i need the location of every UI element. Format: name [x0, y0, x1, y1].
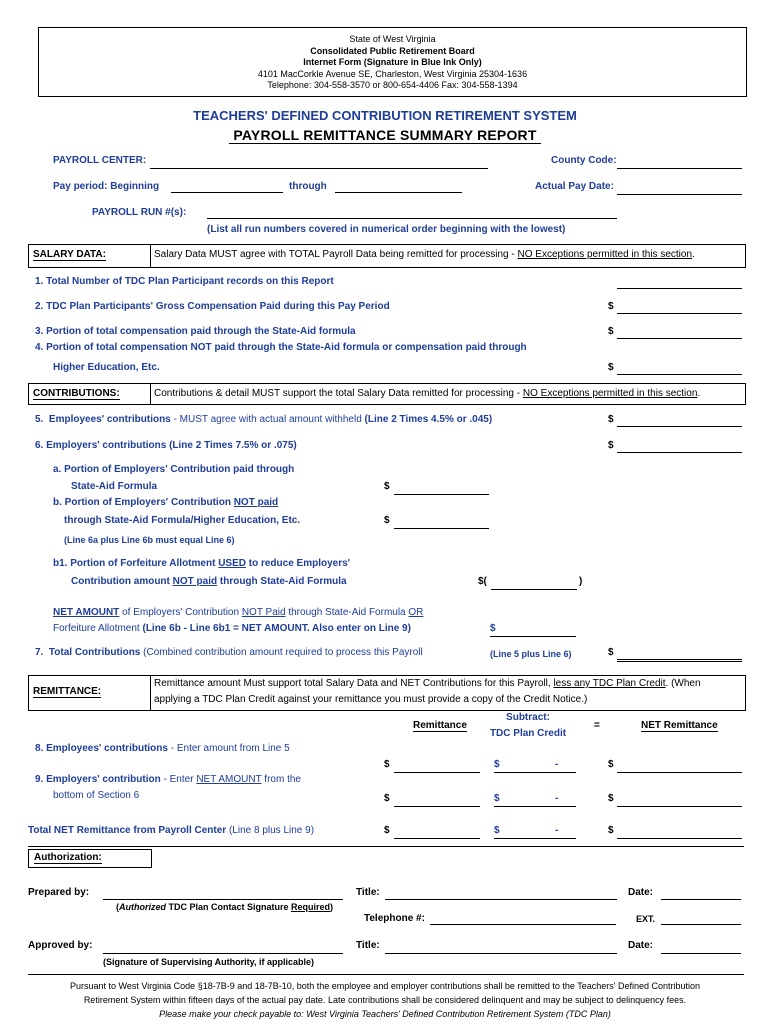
- report-title-text: PAYROLL REMITTANCE SUMMARY REPORT: [229, 127, 540, 144]
- pay-period-begin-field[interactable]: [171, 192, 283, 193]
- prepared-title-field[interactable]: [385, 899, 617, 900]
- payroll-run-note: (List all run numbers covered in numerical order beginning with the lowest): [207, 224, 566, 235]
- payroll-run-field[interactable]: [207, 218, 617, 219]
- line-8-dash: -: [555, 759, 559, 770]
- total-dollar-2: $: [494, 825, 500, 836]
- salary-data-note: [154, 249, 695, 260]
- line-9-c: NET AMOUNT: [196, 774, 262, 785]
- prepared-by-label: Prepared by:: [28, 887, 90, 898]
- pay-period-through-label: through: [289, 181, 327, 192]
- line-7-label: [35, 647, 423, 658]
- footer-line-2: Retirement System within fifteen days of the actual pay date. Late contributions shall be considered delinquent and may be subject to delinquency fees.: [83, 995, 687, 1005]
- line-6-field[interactable]: [617, 452, 742, 453]
- line-8-credit-field[interactable]: [494, 772, 576, 773]
- system-title: TEACHERS' DEFINED CONTRIBUTION RETIREMENT SYSTEM: [193, 108, 577, 123]
- line-6-note: (Line 6a plus Line 6b must equal Line 6): [64, 535, 235, 545]
- line-b1-paren-open: $(: [478, 576, 487, 587]
- b1-2b: NOT paid: [172, 576, 218, 587]
- line-9-label-cont: bottom of Section 6: [53, 790, 140, 801]
- total-net-field[interactable]: [617, 838, 742, 839]
- line-3-label: 3. Portion of total compensation paid through the State-Aid formula: [35, 326, 356, 337]
- line-6b-a: b. Portion of Employers' Contribution: [53, 497, 234, 508]
- prepared-by-field[interactable]: [103, 899, 343, 900]
- prepared-date-label: Date:: [628, 887, 654, 898]
- col-net-remittance: NET Remittance: [641, 720, 718, 731]
- county-code-label: County Code:: [551, 155, 617, 166]
- line-b1-field[interactable]: [491, 589, 577, 590]
- line-8-label: [35, 743, 290, 754]
- prepared-title-label: Title:: [356, 887, 380, 898]
- line-2-label: 2. TDC Plan Participants' Gross Compensation Paid during this Pay Period: [35, 301, 390, 312]
- b1-2a: Contribution amount: [71, 576, 173, 587]
- line-6b-label: [53, 497, 278, 508]
- line-4-label-cont: Higher Education, Etc.: [53, 362, 160, 373]
- line-2-field[interactable]: [617, 313, 742, 314]
- line-5-c: (Line 2 Times 4.5% or .045): [364, 414, 493, 425]
- line-6b-field[interactable]: [394, 528, 489, 529]
- total-a: Total NET Remittance from Payroll Center: [28, 825, 227, 836]
- remittance-label: REMITTANCE:: [33, 686, 102, 697]
- line-4-field[interactable]: [617, 374, 742, 375]
- total-dash: -: [555, 825, 559, 836]
- prep-note-b: Authorized: [119, 902, 166, 912]
- line-2-dollar: $: [608, 301, 614, 312]
- footer-separator: [28, 974, 744, 975]
- actual-pay-date-label: Actual Pay Date:: [535, 181, 614, 192]
- net-amount-label: [53, 607, 423, 618]
- prep-note-d: Required: [291, 902, 331, 912]
- line-3-dollar: $: [608, 326, 614, 337]
- net-b: of Employers' Contribution: [119, 607, 242, 618]
- ext-label: EXT.: [636, 914, 656, 924]
- footer-line-1: Pursuant to West Virginia Code §18-7B-9 and 18-7B-10, both the employee and employer contributions shall be remitted to the Teachers' Defined Contribution: [69, 981, 701, 991]
- line-9-b: - Enter: [160, 774, 197, 785]
- col-equals: =: [594, 720, 600, 731]
- authorization-label: Authorization:: [34, 852, 102, 863]
- prepared-by-note: [116, 902, 333, 912]
- b1-a: b1. Portion of Forfeiture Allotment: [53, 558, 219, 569]
- prep-note-c: TDC Plan Contact Signature: [166, 902, 292, 912]
- line-8-remit-field[interactable]: [394, 772, 480, 773]
- line-7-dollar: $: [608, 647, 614, 658]
- line-5-num: 5.: [35, 414, 44, 425]
- line-9-remit-field[interactable]: [394, 806, 480, 807]
- total-credit-field[interactable]: [494, 838, 576, 839]
- net-amount-dollar: $: [490, 623, 496, 634]
- salary-note-c: .: [692, 249, 695, 260]
- net-a: NET AMOUNT: [53, 607, 120, 618]
- prep-note-a: (: [116, 902, 119, 912]
- total-b: (Line 8 plus Line 9): [226, 825, 315, 836]
- col-subtract: Subtract:: [506, 712, 550, 723]
- payroll-center-label: PAYROLL CENTER:: [53, 155, 147, 166]
- total-net-label: [28, 825, 314, 836]
- line-7-field[interactable]: [617, 659, 742, 660]
- line-8-dollar-3: $: [608, 759, 614, 770]
- approved-title-label: Title:: [356, 940, 380, 951]
- line-9-label: [35, 774, 301, 785]
- payroll-run-label: PAYROLL RUN #(s):: [92, 207, 187, 218]
- line-6-dollar: $: [608, 440, 614, 451]
- approved-by-field[interactable]: [103, 953, 343, 954]
- pay-period-label: Pay period: Beginning: [53, 181, 160, 192]
- approved-date-label: Date:: [628, 940, 654, 951]
- line-5-label: [35, 414, 492, 425]
- line-7-note: (Line 5 plus Line 6): [490, 649, 572, 659]
- net2-a: Forfeiture Allotment: [53, 623, 143, 634]
- net-amount-label-cont: [53, 623, 411, 634]
- line-8-net-field[interactable]: [617, 772, 742, 773]
- county-code-field[interactable]: [617, 168, 742, 169]
- line-1-field[interactable]: [617, 288, 742, 289]
- prepared-date-field[interactable]: [661, 899, 741, 900]
- net-c: NOT Paid: [241, 607, 286, 618]
- line-7-field-double: [617, 661, 742, 662]
- line-6-label: 6. Employers' contributions (Line 2 Times 7.5% or .075): [35, 440, 297, 451]
- approved-by-label: Approved by:: [28, 940, 93, 951]
- b1-2c: through State-Aid Formula: [217, 576, 347, 587]
- total-dollar-3: $: [608, 825, 614, 836]
- approved-date-field[interactable]: [661, 953, 741, 954]
- line-5-field[interactable]: [617, 426, 742, 427]
- line-5-a: Employees' contributions: [48, 414, 171, 425]
- line-6a-label-cont: State-Aid Formula: [71, 481, 158, 492]
- b1-c: to reduce Employers': [245, 558, 351, 569]
- contrib-note-b: NO Exceptions permitted in this section: [522, 388, 698, 399]
- line-9-a: 9. Employers' contribution: [35, 774, 161, 785]
- line-9-net-field[interactable]: [617, 806, 742, 807]
- line-6a-dollar: $: [384, 481, 390, 492]
- total-remit-field[interactable]: [394, 838, 480, 839]
- payroll-center-field[interactable]: [150, 168, 488, 169]
- line-6b-dollar: $: [384, 515, 390, 526]
- line-6a-field[interactable]: [394, 494, 489, 495]
- contrib-note-c: .: [697, 388, 701, 399]
- approved-by-note: (Signature of Supervising Authority, if applicable): [103, 957, 315, 967]
- telephone-field[interactable]: [430, 924, 616, 925]
- line-b1-paren-close: ): [579, 576, 583, 587]
- net2-b: (Line 6b - Line 6b1 = NET AMOUNT. Also enter on Line 9): [142, 623, 411, 634]
- line-8-dollar-1: $: [384, 759, 390, 770]
- line-9-d: from the: [261, 774, 301, 785]
- line-8-dollar-2: $: [494, 759, 500, 770]
- net-amount-field[interactable]: [490, 636, 576, 637]
- line-9-dollar-1: $: [384, 793, 390, 804]
- line-5-b: - MUST agree with actual amount withheld: [170, 414, 365, 425]
- line-8-b: - Enter amount from Line 5: [167, 743, 290, 754]
- header-form: Internet Form (Signature in Blue Ink Only): [303, 57, 482, 67]
- line-9-dollar-2: $: [494, 793, 500, 804]
- line-9-dash: -: [555, 793, 559, 804]
- b1-b: USED: [218, 558, 246, 569]
- contrib-divider: [150, 383, 151, 404]
- salary-divider: [150, 244, 151, 267]
- remit-divider: [150, 675, 151, 710]
- contrib-note-a: Contributions & detail MUST support the total Salary Data remitted for processing -: [154, 388, 523, 399]
- approved-title-field[interactable]: [385, 953, 617, 954]
- salary-note-a: Salary Data MUST agree with TOTAL Payroll Data being remitted for processing -: [154, 249, 518, 260]
- line-5-dollar: $: [608, 414, 614, 425]
- actual-pay-date-field[interactable]: [617, 194, 742, 195]
- line-7-a: Total Contributions: [48, 647, 141, 658]
- remittance-note-1: [154, 678, 701, 689]
- header-box: [38, 27, 747, 97]
- line-9-dollar-3: $: [608, 793, 614, 804]
- remit-note-1b: less any TDC Plan Credit: [553, 678, 666, 689]
- net-e: OR: [408, 607, 424, 618]
- report-title: [0, 127, 770, 143]
- contributions-note: [154, 388, 700, 399]
- remit-note-1a: Remittance amount Must support total Salary Data and NET Contributions for this Payroll,: [154, 678, 554, 689]
- line-7-b: (Combined contribution amount required to process this Payroll: [140, 647, 423, 658]
- col-remittance: Remittance: [413, 720, 467, 731]
- col-tdc-credit: TDC Plan Credit: [489, 728, 567, 739]
- line-6a-label: a. Portion of Employers' Contribution paid through: [53, 464, 295, 475]
- line-6b-label-cont: through State-Aid Formula/Higher Education, Etc.: [64, 515, 301, 526]
- line-1-label: 1. Total Number of TDC Plan Participant records on this Report: [35, 276, 334, 287]
- auth-separator: [28, 846, 744, 847]
- line-b1-label: [53, 558, 350, 569]
- header-address: 4101 MacCorkle Avenue SE, Charleston, West Virginia 25304-1636: [257, 68, 528, 79]
- line-4-label: 4. Portion of total compensation NOT paid through the State-Aid formula or compensation paid through: [35, 342, 527, 353]
- remittance-note-2: applying a TDC Plan Credit against your remittance you must provide a copy of the Credit Notice.): [154, 694, 588, 705]
- line-4-dollar: $: [608, 362, 614, 373]
- header-state: State of West Virginia: [349, 34, 436, 44]
- salary-note-b: NO Exceptions permitted in this section: [517, 249, 693, 260]
- prep-note-e: ): [330, 902, 334, 912]
- header-phone: Telephone: 304-558-3570 or 800-654-4406 Fax: 304-558-1394: [267, 80, 518, 90]
- ext-field[interactable]: [661, 924, 741, 925]
- salary-data-label: SALARY DATA:: [33, 249, 106, 260]
- remit-note-1c: . (When: [665, 678, 701, 689]
- header-board: Consolidated Public Retirement Board: [310, 45, 475, 56]
- line-6b-b: NOT paid: [233, 497, 279, 508]
- contributions-label: CONTRIBUTIONS:: [33, 388, 120, 399]
- line-3-field[interactable]: [617, 338, 742, 339]
- line-8-a: 8. Employees' contributions: [35, 743, 168, 754]
- footer-line-3: Please make your check payable to: West Virginia Teachers' Defined Contribution Retirement System (TDC Plan): [159, 1009, 611, 1019]
- telephone-label: Telephone #:: [364, 913, 425, 924]
- pay-period-end-field[interactable]: [335, 192, 462, 193]
- line-9-credit-field[interactable]: [494, 806, 576, 807]
- line-7-num: 7.: [35, 647, 44, 658]
- total-dollar-1: $: [384, 825, 390, 836]
- net-d: through State-Aid Formula: [285, 607, 409, 618]
- line-b1-label-cont: [71, 576, 347, 587]
